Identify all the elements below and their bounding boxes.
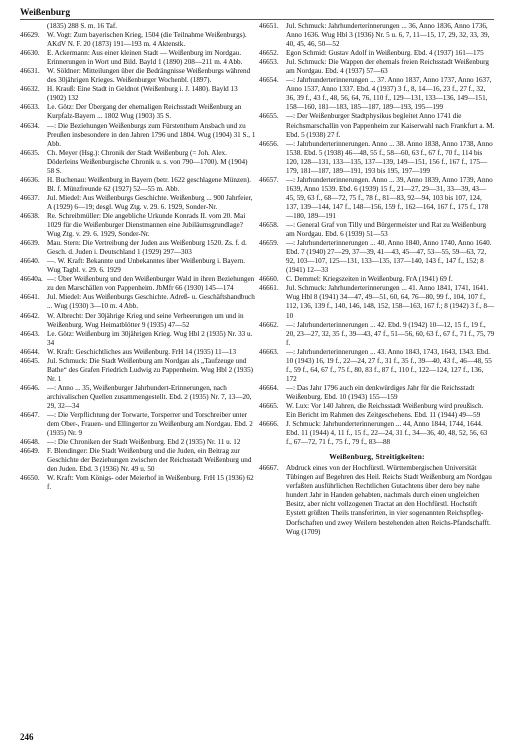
entry-text: Jul. Schmuck: Die Stadt Weißenburg am Nordgau als „Taufzeuge und Bathe“ des Grafen Friedrich Ludwig zu Pappenheim. Wug Hbl 2 (1935) Nr. 1 (47, 356, 254, 383)
entry-number: 46652. (259, 49, 279, 58)
bibliography-entry (20, 474, 256, 492)
entry-number: 46631. (20, 67, 40, 76)
bibliography-entry (20, 67, 256, 85)
entry-number: 46662. (259, 320, 279, 329)
entry-text: —: Die Beziehungen Weißenburgs zum Fürstenthum Ansbach und zu Preußen insbesondere in den Jahren 1796 und 1804. Wug (1904) 31 S., 1 Abb. (47, 121, 256, 148)
entry-number: 46637. (20, 193, 40, 202)
entry-number: 46642. (20, 311, 40, 320)
bibliography-entry (259, 58, 495, 76)
bibliography-entry (20, 239, 256, 257)
bibliography-entry (20, 212, 256, 239)
entry-text: —: Über Weißenburg und den Weißenburger Wald in ihren Beziehungen zu den Marschällen von Pappenheim. JbMfr 66 (1930) 145—174 (47, 275, 255, 293)
entry-text: —: Jahrhunderterinnerungen ... 37. Anno 1837, Anno 1737, Anno 1637, Anno 1537, Anno 1337. Ebd. 4 (1937) 3 f., 8, 14—16, 23 f., 27 f., 32, 36, 39 f., 43 f., 48, 56, 64, 76, 110 f., 129—131, 133—136, 149—151, 158—160, 181—183, 185—187, 189—193, 195—199 (286, 76, 492, 112)
entry-number: 46633. (20, 103, 40, 112)
entry-text: —: Jahrhunderterinnerungen ... 43. Anno 1843, 1743, 1643, 1343. Ebd. 10 (1943) 16, 19 f., 22—24, 27 f., 31 f., 35 f., 39—40, 43 f., 46—48, 55 f., 59 f., 64, 67 f., 75 f., 80, 83 f., 87 f., 110 f., 122—124, 127 f., 136, 172 (286, 347, 492, 383)
entry-text: —. W. Kraft: Bekannte und Unbekanntes über Weißenburg i. Bayern. Wug Tagbl. v. 29. 6. 1929 (47, 257, 246, 275)
bibliography-entry (259, 275, 495, 284)
bibliography-entry (259, 239, 495, 275)
entry-text: —: Jahrhunderterinnerungen. Anno ... 38. Anno 1838, Anno 1738, Anno 1538. Ebd. 5 (1938) 46—48, 55 f., 58—60, 63 f., 67 f., 70 f., 114 bis 120, 128—131, 133—135, 137—139, 149—151, 156 f., 167 f., 175—179, 181—187, 189—191, 193 bis 195, 197—199 (286, 139, 493, 175)
running-header: Weißenburg (20, 8, 71, 18)
entry-number: 46664. (259, 383, 279, 392)
entry-number: 46656. (259, 139, 279, 148)
right-column (259, 22, 495, 537)
right-entries (259, 22, 495, 447)
entry-text: Jul. Miedel: Aus Weißenburgs Geschichte. Weißenburg ... 900 Jahrfeier, A (1929) 6—19; desgl. Wug Ztg. v. 29. 6. 1929, Sonder-Nr. (47, 193, 253, 211)
entry-text: —: General Graf von Tilly und Bürgermeister und Rat zu Weißenburg am Nordgau. Ebd. 6 (1939) 51—53 (286, 221, 487, 239)
left-column (20, 22, 256, 492)
entry-text: Jul. Miedel: Aus Weißenburgs Geschichte. Adreß- u. Geschäftshandbuch ... Wug (1930) 3—10 m. 4 Abb. (47, 293, 255, 311)
entry-number: 46638. (20, 211, 40, 220)
entry-text: E. Ackermann: Aus einer kleinen Stadt — Weißenburg im Nordgau. Erinnerungen in Wort und Bild. Bayld 1 (1890) 208—211 m. 4 Abb. (47, 49, 243, 67)
right-tail-entries (259, 464, 495, 536)
bibliography-entry (20, 85, 256, 103)
entry-number: 46640. (20, 257, 40, 266)
entry-text: —: Anno ... 35, Weißenburger Jahrhundert-Erinnerungen, nach archivalischen Quellen zusammengestellt. Ebd. 2 (1935) Nr. 7, 13—20, 29, 32—34 (47, 383, 252, 410)
entry-text: Jul. Schmuck: Jahrhunderterinnerungen ... 36, Anno 1836, Anno 1736, Anno 1636. Wug Hbl 3 (1936) Nr. 5 u. 6, 7, 11—15, 17, 29, 32, 33, 39, 40, 45, 46, 50—52 (286, 22, 490, 49)
bibliography-entry (20, 257, 256, 275)
entry-number: 46632. (20, 85, 40, 94)
entry-text: —: Das Jahr 1796 auch ein denkwürdiges Jahr für die Reichsstadt Weißenburg. Ebd. 10 (1943) 155—159 (286, 383, 475, 401)
bibliography-entry (259, 284, 495, 320)
entry-number: 46634. (20, 121, 40, 130)
bibliography-entry (20, 176, 256, 194)
entry-text: —: Jahrhunderterinnerungen. Anno ... 39, Anno 1839, Anno 1739, Anno 1639, Anno 1539. Ebd. 6 (1939) 15 f., 21—27, 29—31, 33—39, 43—45, 59, 63 f., 68—72, 75 f., 78 f., 81—83, 92—94, 103 bis 107, 124, 137, 139—144, 147 f., 148—156, 159 f., 162—164, 167 f., 175 f., 178—180, 189—191 (286, 175, 493, 220)
bibliography-entry (20, 438, 256, 447)
entry-number: 46645. (20, 356, 40, 365)
entry-number: 46654. (259, 76, 279, 85)
entry-text: Re. Schreibmüller: Die angebliche Urkunde Konrads II. vom 20. Mai 1029 für die Weißenburger Dienstmannen eine Jubiläumsgrundlage? Wug Ztg. v. 29. 6. 1929, Sonder-Nr. (47, 211, 246, 239)
bibliography-entry (259, 321, 495, 348)
bibliography-entry (20, 194, 256, 212)
bibliography-entry (20, 275, 256, 293)
bibliography-entry (20, 149, 256, 176)
entry-number: 46653. (259, 58, 279, 67)
entry-number: 46658. (259, 221, 279, 230)
bibliography-entry (259, 221, 495, 239)
bibliography-entry (259, 420, 495, 447)
bibliography-entry (20, 103, 256, 121)
entry-number: 46655. (259, 112, 279, 121)
bibliography-entry (20, 357, 256, 384)
entry-number: 46629. (20, 31, 40, 40)
bibliography-entry (20, 411, 256, 438)
entry-text: —: Die Verpflichtung der Torwarte, Torsperrer und Torschreiber unter dem Ober-, Frauen- und Ellingertor zu Weißenburg am Nordgau. Ebd. 2 (1935) Nr. 9 (47, 411, 253, 438)
entry-text: H. Buchenau: Weißenburg in Bayern (betr. 1622 geschlagene Münzen). Bl. f. Münzfreunde 62 (1927) 52—55 m. Abb. (47, 175, 251, 193)
entry-number: 46667. (259, 464, 279, 473)
entry-number: 46649. (20, 447, 40, 456)
entry-number: 46647. (20, 411, 40, 420)
bibliography-entry (20, 31, 256, 49)
bibliography-entry (259, 348, 495, 384)
entry-number: 46660. (259, 275, 279, 284)
bibliography-entry (20, 293, 256, 311)
entry-text: F. Blendinger: Die Stadt Weißenburg und die Juden, ein Beitrag zur Geschichte der Beziehungen zwischen der Reichsstadt Weißenburg und den Juden. Ebd. 3 (1936) Nr. 49 u. 50 (47, 447, 252, 474)
entry-text: Mau. Stern: Die Vertreibung der Juden aus Weißenburg 1520. Zs. f. d. Gesch. d. Juden i. Deutschland 1 (1929) 297—303 (47, 239, 247, 257)
entry-text: H. Krauß: Eine Stadt in Geldnot (Weißenburg i. J. 1480). Bayld 13 (1902) 132 (47, 85, 238, 103)
bibliography-entry (259, 140, 495, 176)
entry-number: 46639. (20, 239, 40, 248)
page-number: 246 (20, 732, 34, 742)
entry-text: —: Jahrhunderterinnerungen ... 40. Anno 1840, Anno 1740, Anno 1640. Ebd. 7 (1940) 27—29, 37—39, 41—43, 45—47, 53—55, 59—63, 72, 92, 103—107, 125—131, 133—135, 137—140, 143 f., 147 f., 152; 8 (1941) 12—33 (286, 239, 492, 275)
bibliography-entry (20, 122, 256, 149)
bibliography-entry (259, 22, 495, 49)
entry-number: 46635. (20, 148, 40, 157)
entry-number: 46648. (20, 438, 40, 447)
entry-text: W. Albrecht: Der 30jährige Krieg und seine Verheerungen um und in Weißenburg. Wug Heimatblötter 9 (1935) 47—52 (47, 311, 244, 329)
entry-text: W. Lux: Vor 140 Jahren, die Reichsstadt Weißenburg wird preußisch. Ein Bericht im Rahmen des Zeitgeschehens. Ebd. 11 (1944) 49—59 (286, 401, 484, 420)
entry-text: (1835) 288 S. m. 16 Taf. (47, 22, 117, 30)
bibliography-entry (259, 49, 495, 58)
entry-number: 46630. (20, 49, 40, 58)
entry-text: C. Demmel: Kriegszeiten in Weißenburg. FrA (1941) 69 f. (286, 275, 453, 284)
header-rule (20, 19, 494, 20)
entry-number: 46659. (259, 239, 279, 248)
section-subheading: Weißenburg, Streitigkeiten: (329, 452, 425, 462)
bibliography-entry (20, 312, 256, 330)
entry-text: W. Söldner: Mitteilungen über die Bedrängnisse Weißenburgs während des 30jährigen Krieges. Weißenburger Wochenbl. (1897). (47, 67, 251, 85)
bibliography-entry (259, 464, 495, 536)
entry-number: 46661. (259, 284, 279, 293)
entry-text: Le. Götz: Der Übergang der ehemaligen Reichsstadt Weißenburg an Kurpfalz-Bayern ... 1802 Wug (1903) 35 S. (47, 103, 242, 121)
bibliography-entry (259, 176, 495, 221)
entry-number: 46640a. (20, 275, 43, 284)
entry-number: 46646. (20, 383, 40, 392)
entry-text: Ch. Meyer (Hsg.): Chronik der Stadt Weißenburg (= Joh. Alex. Döderleins Weißenburgische Chronik u. s. von 790—1700). M (1904) 58 S. (47, 148, 248, 175)
entry-text: J. Schmuck: Jahrhunderterinnerungen ... 44, Anno 1844, 1744, 1644. Ebd. 11 (1944) 4, 11 f., 15 f., 22—24, 31 f., 34—36, 40, 48, 52, 56, 63 f., 67—72, 71 f., 75 f., 79 f., 83—88 (286, 420, 488, 447)
entry-number: 46643. (20, 329, 40, 338)
entry-number: 46666. (259, 420, 279, 429)
entry-text: Jul. Schmuck: Die Wappen der ehemals freien Reichsstadt Weißenburg am Nordgau. Ebd. 4 (1937) 57—63 (286, 58, 489, 76)
entry-number: 46650. (20, 474, 40, 483)
bibliography-entry (20, 330, 256, 348)
bibliography-entry (20, 348, 256, 357)
entry-text: Egon Schmid: Gustav Adolf in Weißenburg. Ebd. 4 (1937) 161—175 (286, 49, 484, 58)
entry-text: Jul. Schmuck: Jahrhunderterinnerungen ... 41. Anno 1841, 1741, 1641. Wug Hbl 8 (1941) 34—47, 49—51, 60, 64, 76—80, 99 f., 104, 107 f., 112, 136, 139 f., 140, 146, 148, 152, 158—163, 167 f.; 8 (1942) 3 f., 8—10 (286, 284, 495, 320)
bibliography-entry (20, 22, 256, 31)
bibliography-entry (259, 76, 495, 112)
bibliography-entry (259, 384, 495, 402)
bibliography-entry (20, 447, 256, 474)
entry-number: 46657. (259, 175, 279, 184)
entry-text: —: Jahrhunderterinnerungen ... 42. Ebd. 9 (1942) 10—12, 15 f., 19 f., 20, 23—27, 32, 35 f., 39—43, 47 f., 51—56, 60, 63 f., 67 f., 71 f., 75, 79 f. (286, 320, 495, 347)
entry-number: 46636. (20, 175, 40, 184)
entry-text: W. Vogt: Zum bayerischen Krieg, 1504 (die Teilnahme Weißenburgs). AKdV N. F. 20 (1873) 191—193 m. 4 Aktenstk. (47, 31, 247, 49)
entry-number: 46644. (20, 347, 40, 356)
entry-text: Le. Götz: Weißenburg im 30jährigen Krieg. Wug Hbl 2 (1935) Nr. 33 u. 34 (47, 329, 253, 347)
entry-number: 46641. (20, 293, 40, 302)
bibliography-entry (259, 402, 495, 420)
entry-text: W. Kraft: Geschichtliches aus Weißenburg. FrH 14 (1935) 11—13 (47, 347, 237, 356)
bibliography-entry (20, 384, 256, 411)
entry-text: —: Die Chroniken der Stadt Weißenburg. Ebd 2 (1935) Nr. 11 u. 12 (47, 438, 241, 447)
bibliography-entry (20, 49, 256, 67)
entry-text: Abdruck eines von der Hochfürstl. Württembergischen Universität Tübingen auf Begehren des Heil. Reichs Stadt Weißenburg am Nordgau verfaßten ausführlichen Rechtlichen Gutachtens über dero bey nahe hundert Jahr in Handen gehabten, nachmals durch einen ungleichen Besitz, aber nicht vollzogenen Tractat an den Hochfürstl. Hochstift Eystett größten Theils transferirten, in vier sogenannten Reichspfleg-Dorfschaften und zwey Weilern bestehenden alten Reichs-Pfandschafft. Wug (1709) (286, 464, 492, 536)
entry-text: —: Der Weißenburger Stadtphysikus begleitet Anno 1741 die Reichsmarschallin von Pappenheim zur Kaiserwahl nach Frankfurt a. M. Ebd. 5 (1938) 27 f. (286, 112, 495, 139)
entry-text: W. Kraft: Vom Königs- oder Meierhof in Weißenburg. FrH 15 (1936) 62 f. (47, 474, 254, 492)
bibliography-entry (259, 112, 495, 139)
entry-number: 46651. (259, 22, 279, 30)
entry-number: 46665. (259, 401, 279, 410)
entry-number: 46663. (259, 347, 279, 356)
